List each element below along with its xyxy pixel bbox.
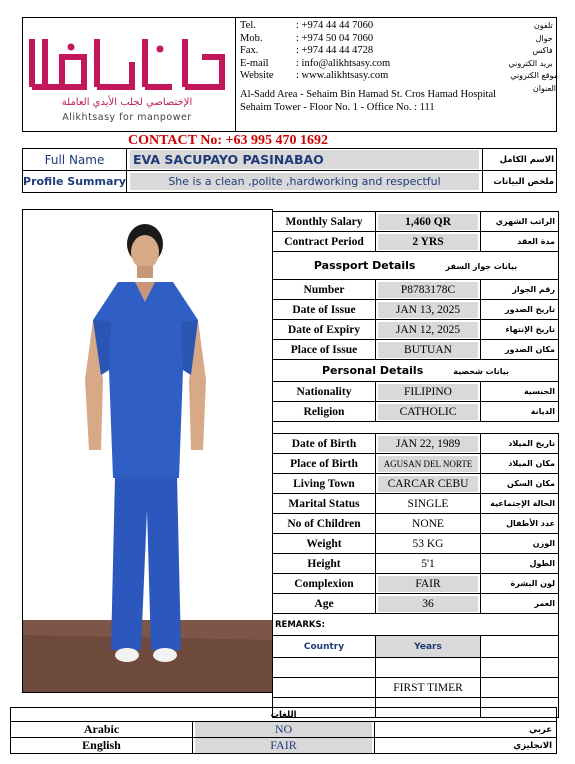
living-town-row: Living Town CARCAR CEBU مكان السكن xyxy=(273,474,559,494)
weight-value: 53 KG xyxy=(376,534,481,554)
candidate-contact-number: CONTACT No: +63 995 470 1692 xyxy=(128,133,328,148)
address-line2: Sehaim Tower - Floor No. 1 - Office No. : 111 xyxy=(240,102,435,113)
date-of-issue-value: JAN 13, 2025 xyxy=(378,302,478,318)
contact-website: Website : www.alikhtsasy.com موقع الكتروني xyxy=(240,70,558,81)
languages-header-row xyxy=(11,708,557,722)
company-address xyxy=(240,84,556,114)
profile-summary-label: Profile Summary xyxy=(23,171,127,193)
complexion-row: Complexion FAIR لون البشرة xyxy=(273,574,559,594)
living-town-value: CARCAR CEBU xyxy=(378,476,478,492)
languages-table xyxy=(10,707,557,754)
languages-header: اللغات xyxy=(11,708,557,722)
profile-summary-value: She is a clean ,polite ,hardworking and respectful xyxy=(130,173,479,190)
nationality-row: Nationality FILIPINO الجنسية xyxy=(273,382,559,402)
contract-period-value: 2 YRS xyxy=(378,234,478,250)
experience-row-1 xyxy=(273,658,559,678)
full-name-value: EVA SACUPAYO PASINABAO xyxy=(130,150,479,169)
date-of-expiry-value: JAN 12, 2025 xyxy=(378,322,478,338)
height-row: Height 5'1 الطول xyxy=(273,554,559,574)
place-of-birth-row: Place of Birth AGUSAN DEL NORTE مكان الميلاد xyxy=(273,454,559,474)
logo-tagline-en: Alikhtsasy for manpower xyxy=(62,112,192,123)
remarks-label: REMARKS: xyxy=(273,614,559,636)
first-timer-value: FIRST TIMER xyxy=(376,678,481,698)
contact-fax: Fax. : +974 44 44 4728 فاكس : xyxy=(240,45,558,56)
passport-number-row: Number P8783178C رقم الجواز xyxy=(273,280,559,300)
contact-email: E-mail : info@alikhtsasy.com بريد الكتروني : xyxy=(240,57,558,69)
passport-number-value: P8783178C xyxy=(378,282,478,298)
profile-summary-row xyxy=(23,171,557,193)
language-arabic-value: NO xyxy=(195,722,372,737)
place-of-issue-value: BUTUAN xyxy=(378,342,478,358)
country-header: Country xyxy=(273,636,376,658)
place-of-issue-row: Place of Issue BUTUAN مكان الصدور xyxy=(273,340,559,360)
full-name-label-ar: الاسم الكامل xyxy=(483,149,557,171)
address-line1: Al-Sadd Area - Sehaim Bin Hamad St. Cros Hamad Hospital xyxy=(240,89,497,100)
marital-status-value: SINGLE xyxy=(376,494,481,514)
contact-tel: Tel. : +974 44 44 7060 تلفون : xyxy=(240,20,558,31)
profile-table xyxy=(22,148,557,193)
company-logo xyxy=(22,17,236,132)
candidate-photo xyxy=(22,209,273,693)
age-value: 36 xyxy=(378,596,478,612)
address-label-ar: العنوان xyxy=(532,84,556,93)
dob-value: JAN 22, 1989 xyxy=(378,436,478,452)
contract-passport-table xyxy=(272,211,559,422)
company-contacts xyxy=(240,20,558,83)
age-row: Age 36 العمر xyxy=(273,594,559,614)
language-english-row: English FAIR الانجليزي xyxy=(11,738,557,754)
language-arabic-row: Arabic NO عربي xyxy=(11,722,557,738)
date-of-expiry-row: Date of Expiry JAN 12, 2025 تاريخ الإنتهاء xyxy=(273,320,559,340)
contact-mob: Mob. : +974 50 04 7060 جوال : xyxy=(240,32,558,44)
religion-row: Religion CATHOLIC الديانة xyxy=(273,402,559,422)
place-of-birth-value: AGUSAN DEL NORTE xyxy=(378,456,478,472)
salary-value: 1,460 QR xyxy=(378,214,478,230)
language-english-value: FAIR xyxy=(195,738,372,753)
dob-row: Date of Birth JAN 22, 1989 تاريخ الميلاد xyxy=(273,434,559,454)
contract-period-row: Contract Period 2 YRS مدة العقد xyxy=(273,232,559,252)
experience-row-2 xyxy=(273,678,559,698)
weight-row: Weight 53 KG الوزن xyxy=(273,534,559,554)
bio-table xyxy=(272,433,559,718)
nationality-value: FILIPINO xyxy=(378,384,478,400)
years-header: Years xyxy=(376,636,481,658)
salary-row: Monthly Salary 1,460 QR الراتب الشهري xyxy=(273,212,559,232)
personal-section-header: Personal Details بيانات شخصية xyxy=(273,360,559,382)
full-name-label: Full Name xyxy=(23,149,127,171)
children-row: No of Children NONE عدد الأطفال xyxy=(273,514,559,534)
date-of-issue-row: Date of Issue JAN 13, 2025 تاريخ الصدور xyxy=(273,300,559,320)
marital-status-row: Marital Status SINGLE الحالة الإجتماعية xyxy=(273,494,559,514)
complexion-value: FAIR xyxy=(378,576,478,592)
full-name-row xyxy=(23,149,557,171)
remarks-row xyxy=(273,614,559,636)
logo-tagline-ar: الإختصاصي لجلب الأيدي العاملة xyxy=(61,97,193,108)
experience-header-row xyxy=(273,636,559,658)
children-value: NONE xyxy=(376,514,481,534)
religion-value: CATHOLIC xyxy=(378,404,478,420)
passport-section-header: Passport Details بيانات جواز السفر xyxy=(273,252,559,280)
profile-summary-label-ar: ملخص البيانات xyxy=(483,171,557,193)
photo-illustration xyxy=(23,210,272,692)
height-value: 5'1 xyxy=(376,554,481,574)
